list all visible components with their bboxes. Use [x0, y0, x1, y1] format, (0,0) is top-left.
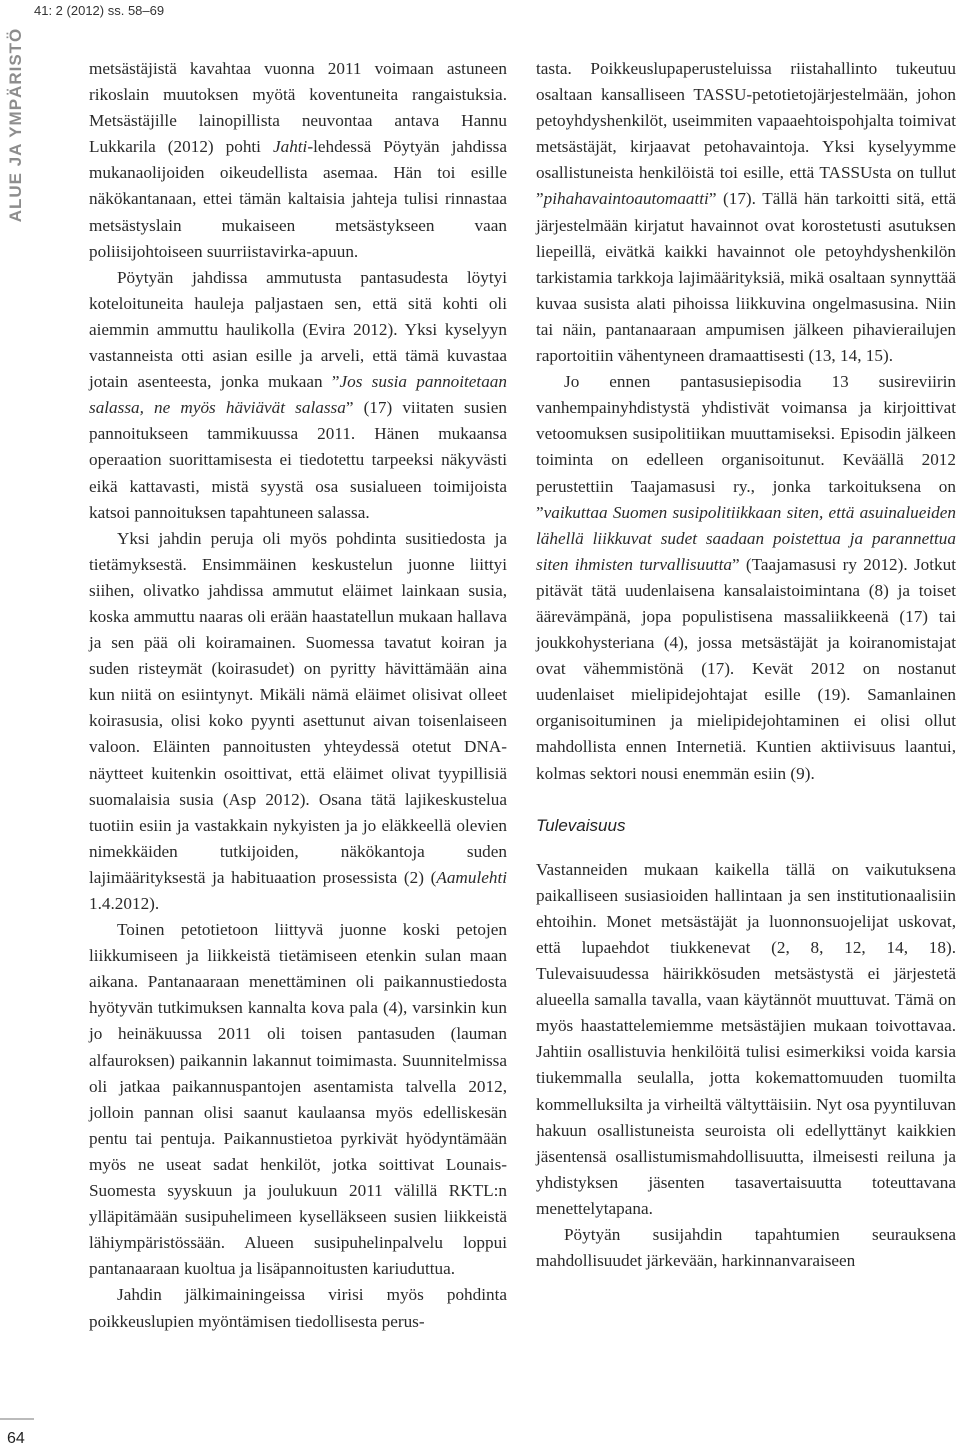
section-heading: Tulevaisuus — [536, 815, 626, 835]
page-number: 64 — [7, 1430, 25, 1447]
paragraph — [536, 56, 956, 369]
journal-reference: 41: 2 (2012) ss. 58–69 — [34, 3, 165, 18]
text-run: Pöytyän jahdissa ammutusta pantasudesta löytyi koteloituneita hauleja paljastaen sen, että sitä kohti oli aiemmin ammuttu haulikolla (Evira 2012). Yksi kyselyyn vastanneista otti asian esille ja arveli, että tämä kuvastaa jotain asenteesta, jonka mukaan ” — [89, 267, 507, 392]
text-run: Jo ennen pantasusiepisodia 13 susireviirin vanhempainyhdistystä yhdistivät voimansa ja kirjoittivat vetoomuksen susipolitiikan muuttamiseksi. Episodin jälkeen toiminta on edelleen organisoitunut. Keväällä 2012 perustettiin Taajamasusi ry., jonka tarkoituksena on ” — [536, 372, 956, 522]
text-run: 1.4.2012). — [89, 894, 160, 913]
text-run: ” (17). Tällä hän tarkoitti sitä, että järjestelmään kirjatut havainnot ovat korostetusti asutuksen liepeillä, eivätkä kaikki havainnot ole petoyhdyshenkilön tarkistamia tarkkoja lajimäärityksiä, mikä osaltaan synnyttää kuvaa susista alati pihoissa liikkuvina ongelmasusina. Niin tai näin, pantanaaraan ampumisen jälkeen pihavierailujen raportoitiin vähentyneen dramaattisesti (13, 14, 15). — [536, 189, 956, 366]
text-run: tasta. Poikkeuslupaperusteluissa riistahallinto tukeutuu osaltaan kansalliseen TASSU-petotietojärjestelmään, johon petoyhdyshenkilöt, useimmiten vapaaehtoispohjalta toimivat metsästäjät, kirjaavat petohavaintoja. Yksi kyselyymme osallistuneista henkilöistä toi esille, että TASSUsta on tullut ” — [536, 59, 956, 209]
italic-text: vaikuttaa Suomen susipolitiikkaan siten, että asuinalueiden lähellä liikkuvat sudet saadaan poistettua ja parannettua siten ihmisten turvallisuutta — [536, 502, 956, 574]
paragraph — [89, 1282, 507, 1334]
italic-text: Aamulehti — [436, 867, 507, 887]
paragraph — [536, 857, 956, 1222]
text-run: Pöytyän susijahdin tapahtumien seurauksena mahdollisuudet järkevään, harkinnanvaraiseen — [536, 1225, 956, 1271]
text-run: Jahdin jälkimainingeissa virisi myös pohdinta poikkeuslupien myöntämisen tiedollisesta perus- — [89, 1285, 507, 1331]
paragraph — [89, 265, 507, 526]
right-column — [536, 56, 956, 1274]
section-label: ALUE JA YMPÄRISTÖ — [6, 27, 25, 223]
paragraph — [536, 1222, 956, 1274]
text-run: ” (17) viitaten susien pannoitukseen tammikuussa 2011. Hänen mukaansa operaation suorittamisesta ei tiedotettu tarpeeksi näkyvästi eikä kattavasti, mistä syystä osa susialueen toimijoista katsoi pannoituksen tapahtuneen salassa. — [89, 398, 507, 522]
text-run: Vastanneiden mukaan kaikella tällä on vaikutuksena paikalliseen susiasioiden hallintaan ja sen institutionaalisiin ehtoihin. Monet metsästäjät ja luonnonsuojelijat uskovat, että lupaehdot tiukkenevat (2, 8, 12, 14, 18). Tulevaisuudessa häirikkösuden metsästystä ei järjestetä alueella samalla tavalla, vaan käytännöt muuttuvat. Tämä on myös haastattelemiemme metsästäjien mukaan toivottavaa. Jahtiin osallistuvia henkilöitä tulisi esimerkiksi voida karsia tiukemmalla seulalla, jotta kokemattomuuden tuomilta kommelluksilta ja virheiltä vältyttäisiin. Nyt osa pyyntiluvan hakuun osallistuneista seuroista oli edellyttänyt kaikkien jäsentensä osallistumismahdollisuutta, ilmeisesti reiluna ja yhdistyksen jäsenten tasavertaisuutta toteuttavana menettelytapana. — [536, 859, 956, 1218]
paragraph — [89, 56, 507, 265]
text-run: -lehdessä Pöytyän jahdissa mukanaolijoiden oikeudellista asemaa. Hän toi esille näkökantanaan, ettei tämän kaltaisia jahteja tulisi rinnastaa metsästyslain mukaiseen metsästykseen vaan poliisijohtoiseen suurriistavirka-apuun. — [89, 137, 507, 261]
italic-text: Jahti — [272, 137, 308, 157]
text-run: metsästäjistä kavahtaa vuonna 2011 voimaan astuneen rikoslain muutoksen myötä koventuneita rangaistuksia. Metsästäjille lainopillista neuvontaa antava Hannu Lukkarila (2012) pohti — [89, 59, 507, 157]
left-column — [89, 56, 507, 1335]
text-run: Toinen petotietoon liittyvä juonne koski petojen liikkumiseen ja liikkeistä tietämiseen etenkin sulan maan aikana. Pantanaaraan menettäminen oli paikannustiedosta hyötyvän tutkimuksen kannalta kova pala (4), varsinkin kun jo heinäkuussa 2011 oli toisen pantasuden (lauman alfauroksen) paikannin lakannut toimimasta. Suunnitelmissa oli jatkaa paikannuspantojen asentamista talvella 2012, jolloin pannan olisi saanut kaulaansa myös edelliskesän pentu tai pentuja. Paikannustietoa pyrkivät hyödyntämään myös ne useat sadat henkilöt, jotka soittivat Lounais-Suomesta syyskuun ja joulukuun 2011 välillä RKTL:n ylläpitämään susipuhelimeen kyselläkseen susien liikkeistä lähiympäristössään. Alueen susipuhelinpalvelu loppui pantanaaraan kuoltua ja lisäpannoitusten kariuduttua. — [89, 920, 507, 1279]
paragraph — [89, 917, 507, 1282]
italic-text: Jos susia pannoitetaan salassa, ne myös häviävät salassa — [89, 372, 507, 418]
text-run: ” (Taajamasusi ry 2012). Jotkut pitävät tätä uudenlaisena kansalaistoimintana (8) ja toiset äärevämpänä, jopa populistisena massaliikkeenä (17) tai joukkohysteriana (4), jossa metsästäjät ja koiranomistajat ovat vähemmistönä (17). Kevät 2012 on nostanut uudenlaiset mielipidejohtajat esille (19). Samanlainen organisoituminen ja mielipidejohtaminen ei olisi ollut mahdollista ennen Internetiä. Kuntien aktiivisuus laantui, kolmas sektori nousi enemmän esiin (9). — [536, 554, 956, 783]
paragraph — [536, 369, 956, 787]
italic-text: pihahavaintoautomaatti — [543, 189, 709, 209]
paragraph — [89, 526, 507, 917]
text-run: Yksi jahdin peruja oli myös pohdinta susitiedosta ja tietämyksestä. Ensimmäinen keskustelun juonne liittyi siihen, olivatko jahdissa ammutut eläimet lainkaan susia, koska ammuttu naaras oli erään haastatellun mukaan hallava ja sen pää oli koiramainen. Suomessa tavatut koiran ja suden risteymät (koirasudet) on pyritty hävittämään aina kun niitä on esiintynyt. Mikäli nämä eläimet olisivat olleet koirasusia, olisi koko pyynti asettunut aivan toisenlaiseen valoon. Eläinten pannoitusten yhteydessä otetut DNA-näytteet kuitenkin osoittivat, että eläimet olivat tyypillisiä suomalaisia susia (Asp 2012). Osana tätä lajikeskustelua tuotiin esiin ja vastakkain nykyisten ja jo eläkkeellä olevien nimekkäiden tutkijoiden, näkökantoja suden lajimäärityksestä ja habituaation prosessista (2) ( — [89, 528, 507, 887]
